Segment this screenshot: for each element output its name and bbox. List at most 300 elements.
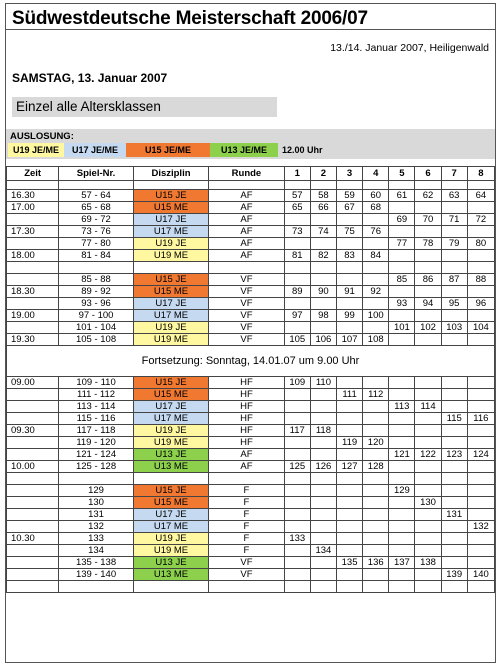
table-number-cell — [467, 485, 494, 497]
table-number-cell — [441, 334, 467, 346]
table-number-cell — [284, 322, 310, 334]
table-cell — [7, 473, 59, 485]
time-cell — [7, 509, 59, 521]
discipline-cell: U19 ME — [133, 437, 208, 449]
spacer-row — [7, 181, 495, 190]
round-cell: AF — [209, 461, 284, 473]
table-number-cell — [336, 413, 362, 425]
table-number-cell — [310, 298, 336, 310]
table-number-cell: 101 — [389, 322, 415, 334]
table-number-cell — [336, 322, 362, 334]
table-cell — [133, 581, 208, 593]
table-number-cell — [389, 202, 415, 214]
table-number-cell: 63 — [441, 190, 467, 202]
round-cell: VF — [209, 322, 284, 334]
schedule-table — [6, 166, 495, 593]
table-row — [7, 377, 495, 389]
table-row — [7, 569, 495, 581]
round-cell: VF — [209, 310, 284, 322]
table-row — [7, 497, 495, 509]
table-cell — [310, 262, 336, 274]
column-header: 2 — [310, 167, 336, 181]
table-number-cell: 124 — [467, 449, 494, 461]
match-number-cell: 131 — [59, 509, 133, 521]
discipline-cell: U17 ME — [133, 521, 208, 533]
table-number-cell: 132 — [467, 521, 494, 533]
time-cell: 17.30 — [7, 226, 59, 238]
column-header: Zeit — [7, 167, 59, 181]
table-number-cell — [284, 401, 310, 413]
table-number-cell: 119 — [336, 437, 362, 449]
table-number-cell — [336, 449, 362, 461]
table-number-cell — [336, 298, 362, 310]
table-number-cell — [467, 509, 494, 521]
table-cell — [133, 473, 208, 485]
table-number-cell: 58 — [310, 190, 336, 202]
table-number-cell — [415, 377, 441, 389]
continuation-row — [7, 346, 495, 377]
table-number-cell: 137 — [389, 557, 415, 569]
table-number-cell: 112 — [363, 389, 389, 401]
table-number-cell — [389, 497, 415, 509]
match-number-cell: 93 - 96 — [59, 298, 133, 310]
table-number-cell: 95 — [441, 298, 467, 310]
table-number-cell — [310, 389, 336, 401]
discipline-cell: U17 ME — [133, 310, 208, 322]
table-number-cell — [441, 226, 467, 238]
table-number-cell — [415, 286, 441, 298]
match-number-cell: 117 - 118 — [59, 425, 133, 437]
match-number-cell: 111 - 112 — [59, 389, 133, 401]
table-row — [7, 322, 495, 334]
column-header: 1 — [284, 167, 310, 181]
table-number-cell: 133 — [284, 533, 310, 545]
table-number-cell — [467, 226, 494, 238]
table-number-cell — [415, 533, 441, 545]
table-cell — [7, 262, 59, 274]
table-number-cell — [284, 274, 310, 286]
time-cell — [7, 497, 59, 509]
table-number-cell — [284, 437, 310, 449]
table-number-cell: 75 — [336, 226, 362, 238]
table-number-cell — [336, 274, 362, 286]
match-number-cell: 121 - 124 — [59, 449, 133, 461]
table-row — [7, 214, 495, 226]
table-number-cell — [336, 509, 362, 521]
table-number-cell — [389, 437, 415, 449]
table-number-cell: 107 — [336, 334, 362, 346]
column-header: 3 — [336, 167, 362, 181]
table-number-cell — [415, 461, 441, 473]
table-cell — [363, 181, 389, 190]
table-row — [7, 533, 495, 545]
table-cell — [310, 473, 336, 485]
table-number-cell — [336, 238, 362, 250]
match-number-cell: 125 - 128 — [59, 461, 133, 473]
table-number-cell: 57 — [284, 190, 310, 202]
table-cell — [336, 581, 362, 593]
table-number-cell — [310, 322, 336, 334]
time-cell: 19.00 — [7, 310, 59, 322]
table-number-cell — [467, 545, 494, 557]
table-cell — [59, 473, 133, 485]
time-cell — [7, 298, 59, 310]
auslosung-bar — [6, 129, 495, 159]
table-number-cell — [441, 497, 467, 509]
table-number-cell — [467, 533, 494, 545]
table-number-cell — [467, 461, 494, 473]
table-number-cell: 71 — [441, 214, 467, 226]
table-number-cell — [310, 497, 336, 509]
round-cell: HF — [209, 425, 284, 437]
table-row — [7, 334, 495, 346]
table-number-cell — [467, 250, 494, 262]
table-number-cell: 61 — [389, 190, 415, 202]
table-cell — [284, 262, 310, 274]
round-cell: VF — [209, 557, 284, 569]
time-cell — [7, 401, 59, 413]
column-header: 8 — [467, 167, 494, 181]
round-cell: F — [209, 521, 284, 533]
table-number-cell — [467, 389, 494, 401]
table-number-cell — [363, 214, 389, 226]
table-number-cell — [467, 310, 494, 322]
table-cell — [467, 181, 494, 190]
round-cell: HF — [209, 437, 284, 449]
table-number-cell: 90 — [310, 286, 336, 298]
discipline-cell: U17 ME — [133, 413, 208, 425]
table-number-cell — [363, 298, 389, 310]
table-row — [7, 298, 495, 310]
table-row — [7, 425, 495, 437]
table-number-cell — [441, 557, 467, 569]
table-number-cell: 110 — [310, 377, 336, 389]
round-cell: F — [209, 545, 284, 557]
table-number-cell — [415, 545, 441, 557]
table-number-cell — [336, 485, 362, 497]
table-number-cell: 77 — [389, 238, 415, 250]
table-row — [7, 461, 495, 473]
table-number-cell: 114 — [415, 401, 441, 413]
table-cell — [7, 181, 59, 190]
table-cell — [59, 181, 133, 190]
match-number-cell: 119 - 120 — [59, 437, 133, 449]
table-number-cell — [284, 521, 310, 533]
table-cell — [441, 581, 467, 593]
table-number-cell: 91 — [336, 286, 362, 298]
table-number-cell — [310, 401, 336, 413]
table-number-cell: 126 — [310, 461, 336, 473]
table-cell — [284, 581, 310, 593]
table-cell — [209, 473, 284, 485]
table-number-cell — [467, 286, 494, 298]
table-row — [7, 509, 495, 521]
match-number-cell: 89 - 92 — [59, 286, 133, 298]
table-number-cell: 62 — [415, 190, 441, 202]
table-number-cell: 138 — [415, 557, 441, 569]
table-number-cell — [310, 214, 336, 226]
table-number-cell — [310, 485, 336, 497]
time-cell: 09.30 — [7, 425, 59, 437]
schedule-page — [5, 3, 496, 663]
table-number-cell: 135 — [336, 557, 362, 569]
table-number-cell — [284, 413, 310, 425]
table-number-cell: 116 — [467, 413, 494, 425]
table-number-cell: 127 — [336, 461, 362, 473]
table-number-cell: 105 — [284, 334, 310, 346]
table-number-cell — [415, 250, 441, 262]
column-header: 7 — [441, 167, 467, 181]
discipline-cell: U13 ME — [133, 569, 208, 581]
table-number-cell — [415, 310, 441, 322]
round-cell: AF — [209, 250, 284, 262]
table-number-cell — [389, 334, 415, 346]
table-number-cell — [389, 389, 415, 401]
match-number-cell: 115 - 116 — [59, 413, 133, 425]
table-number-cell — [284, 497, 310, 509]
table-number-cell — [467, 334, 494, 346]
table-number-cell: 134 — [310, 545, 336, 557]
round-cell: VF — [209, 334, 284, 346]
column-header: Disziplin — [133, 167, 208, 181]
table-number-cell: 139 — [441, 569, 467, 581]
table-number-cell — [363, 322, 389, 334]
discipline-cell: U15 ME — [133, 202, 208, 214]
table-number-cell — [415, 569, 441, 581]
discipline-cell: U17 JE — [133, 298, 208, 310]
match-number-cell: 135 - 138 — [59, 557, 133, 569]
table-cell — [310, 581, 336, 593]
table-number-cell — [363, 545, 389, 557]
table-number-cell — [441, 425, 467, 437]
table-number-cell — [389, 569, 415, 581]
table-number-cell: 125 — [284, 461, 310, 473]
discipline-cell: U13 ME — [133, 461, 208, 473]
table-cell — [7, 581, 59, 593]
discipline-cell: U19 JE — [133, 238, 208, 250]
table-number-cell — [389, 413, 415, 425]
table-number-cell — [415, 413, 441, 425]
table-number-cell — [441, 286, 467, 298]
table-number-cell: 73 — [284, 226, 310, 238]
discipline-cell: U15 JE — [133, 377, 208, 389]
table-number-cell: 64 — [467, 190, 494, 202]
table-cell — [310, 181, 336, 190]
table-number-cell — [310, 533, 336, 545]
match-number-cell: 132 — [59, 521, 133, 533]
table-number-cell — [389, 226, 415, 238]
day-heading: SAMSTAG, 13. Januar 2007 — [12, 71, 168, 85]
table-number-cell — [284, 238, 310, 250]
discipline-cell: U17 JE — [133, 214, 208, 226]
time-cell: 19.30 — [7, 334, 59, 346]
table-number-cell — [284, 545, 310, 557]
time-cell: 16.30 — [7, 190, 59, 202]
legend-u17: U17 JE/ME — [64, 143, 126, 157]
table-number-cell — [363, 274, 389, 286]
round-cell: AF — [209, 202, 284, 214]
table-number-cell — [467, 497, 494, 509]
table-number-cell — [389, 377, 415, 389]
match-number-cell: 134 — [59, 545, 133, 557]
table-number-cell: 96 — [467, 298, 494, 310]
legend-u13: U13 JE/ME — [210, 143, 278, 157]
match-number-cell: 105 - 108 — [59, 334, 133, 346]
table-number-cell — [284, 509, 310, 521]
table-number-cell — [310, 413, 336, 425]
table-number-cell — [467, 401, 494, 413]
table-number-cell: 115 — [441, 413, 467, 425]
auslosung-title: AUSLOSUNG: — [10, 131, 74, 142]
time-cell — [7, 449, 59, 461]
table-number-cell — [284, 485, 310, 497]
table-number-cell — [441, 250, 467, 262]
table-number-cell — [363, 497, 389, 509]
table-number-cell: 121 — [389, 449, 415, 461]
table-number-cell — [441, 310, 467, 322]
table-number-cell: 84 — [363, 250, 389, 262]
table-number-cell — [363, 569, 389, 581]
table-cell — [415, 262, 441, 274]
table-number-cell — [415, 226, 441, 238]
color-legend — [8, 143, 323, 157]
table-number-cell: 72 — [467, 214, 494, 226]
table-cell — [209, 181, 284, 190]
table-cell — [415, 181, 441, 190]
table-number-cell — [363, 485, 389, 497]
table-number-cell — [310, 437, 336, 449]
round-cell: F — [209, 509, 284, 521]
discipline-cell: U15 JE — [133, 274, 208, 286]
match-number-cell: 57 - 64 — [59, 190, 133, 202]
table-number-cell — [441, 533, 467, 545]
table-number-cell — [389, 509, 415, 521]
round-cell: HF — [209, 401, 284, 413]
table-row — [7, 545, 495, 557]
table-number-cell — [310, 509, 336, 521]
table-number-cell — [467, 377, 494, 389]
table-number-cell: 118 — [310, 425, 336, 437]
table-number-cell — [415, 437, 441, 449]
legend-u19: U19 JE/ME — [8, 143, 64, 157]
match-number-cell: 101 - 104 — [59, 322, 133, 334]
legend-u15: U15 JE/ME — [126, 143, 210, 157]
table-cell — [336, 473, 362, 485]
match-number-cell: 109 - 110 — [59, 377, 133, 389]
table-number-cell: 131 — [441, 509, 467, 521]
table-number-cell: 123 — [441, 449, 467, 461]
table-number-cell — [389, 521, 415, 533]
table-number-cell — [363, 533, 389, 545]
table-number-cell: 111 — [336, 389, 362, 401]
table-number-cell: 113 — [389, 401, 415, 413]
table-number-cell — [310, 449, 336, 461]
table-number-cell — [467, 557, 494, 569]
time-cell: 10.00 — [7, 461, 59, 473]
table-number-cell — [441, 521, 467, 533]
time-cell: 18.00 — [7, 250, 59, 262]
table-number-cell — [441, 437, 467, 449]
time-cell — [7, 214, 59, 226]
match-number-cell: 139 - 140 — [59, 569, 133, 581]
table-number-cell — [389, 533, 415, 545]
discipline-cell: U19 ME — [133, 250, 208, 262]
table-number-cell — [467, 202, 494, 214]
table-number-cell: 66 — [310, 202, 336, 214]
table-number-cell: 109 — [284, 377, 310, 389]
table-number-cell — [441, 377, 467, 389]
table-cell — [284, 181, 310, 190]
discipline-cell: U19 JE — [133, 425, 208, 437]
table-number-cell: 100 — [363, 310, 389, 322]
table-number-cell: 102 — [415, 322, 441, 334]
column-header: 4 — [363, 167, 389, 181]
table-number-cell: 67 — [336, 202, 362, 214]
table-number-cell: 122 — [415, 449, 441, 461]
table-number-cell: 85 — [389, 274, 415, 286]
table-cell — [467, 473, 494, 485]
round-cell: F — [209, 485, 284, 497]
table-body — [7, 181, 495, 593]
table-row — [7, 413, 495, 425]
time-cell — [7, 545, 59, 557]
table-number-cell — [363, 449, 389, 461]
table-row — [7, 274, 495, 286]
table-number-cell — [310, 557, 336, 569]
table-number-cell — [363, 238, 389, 250]
discipline-cell: U15 ME — [133, 286, 208, 298]
table-number-cell — [363, 425, 389, 437]
table-cell — [441, 473, 467, 485]
table-cell — [441, 262, 467, 274]
table-number-cell: 78 — [415, 238, 441, 250]
table-number-cell: 136 — [363, 557, 389, 569]
time-cell — [7, 569, 59, 581]
discipline-cell: U19 ME — [133, 334, 208, 346]
match-number-cell: 97 - 100 — [59, 310, 133, 322]
round-cell: VF — [209, 286, 284, 298]
time-cell — [7, 413, 59, 425]
table-row — [7, 250, 495, 262]
table-number-cell: 69 — [389, 214, 415, 226]
table-cell — [363, 473, 389, 485]
column-header: Runde — [209, 167, 284, 181]
table-number-cell — [389, 310, 415, 322]
time-cell — [7, 238, 59, 250]
table-number-cell — [363, 377, 389, 389]
table-row — [7, 521, 495, 533]
match-number-cell: 65 - 68 — [59, 202, 133, 214]
table-number-cell — [415, 425, 441, 437]
round-cell: VF — [209, 274, 284, 286]
table-row — [7, 437, 495, 449]
table-number-cell: 70 — [415, 214, 441, 226]
match-number-cell: 73 - 76 — [59, 226, 133, 238]
table-number-cell: 99 — [336, 310, 362, 322]
round-cell: AF — [209, 226, 284, 238]
discipline-cell: U17 JE — [133, 509, 208, 521]
table-cell — [467, 581, 494, 593]
table-number-cell — [389, 286, 415, 298]
round-cell: F — [209, 533, 284, 545]
table-number-cell — [310, 238, 336, 250]
page-title: Südwestdeutsche Meisterschaft 2006/07 — [6, 4, 495, 30]
table-number-cell: 88 — [467, 274, 494, 286]
table-number-cell — [363, 401, 389, 413]
table-number-cell: 103 — [441, 322, 467, 334]
table-row — [7, 389, 495, 401]
table-number-cell — [441, 461, 467, 473]
